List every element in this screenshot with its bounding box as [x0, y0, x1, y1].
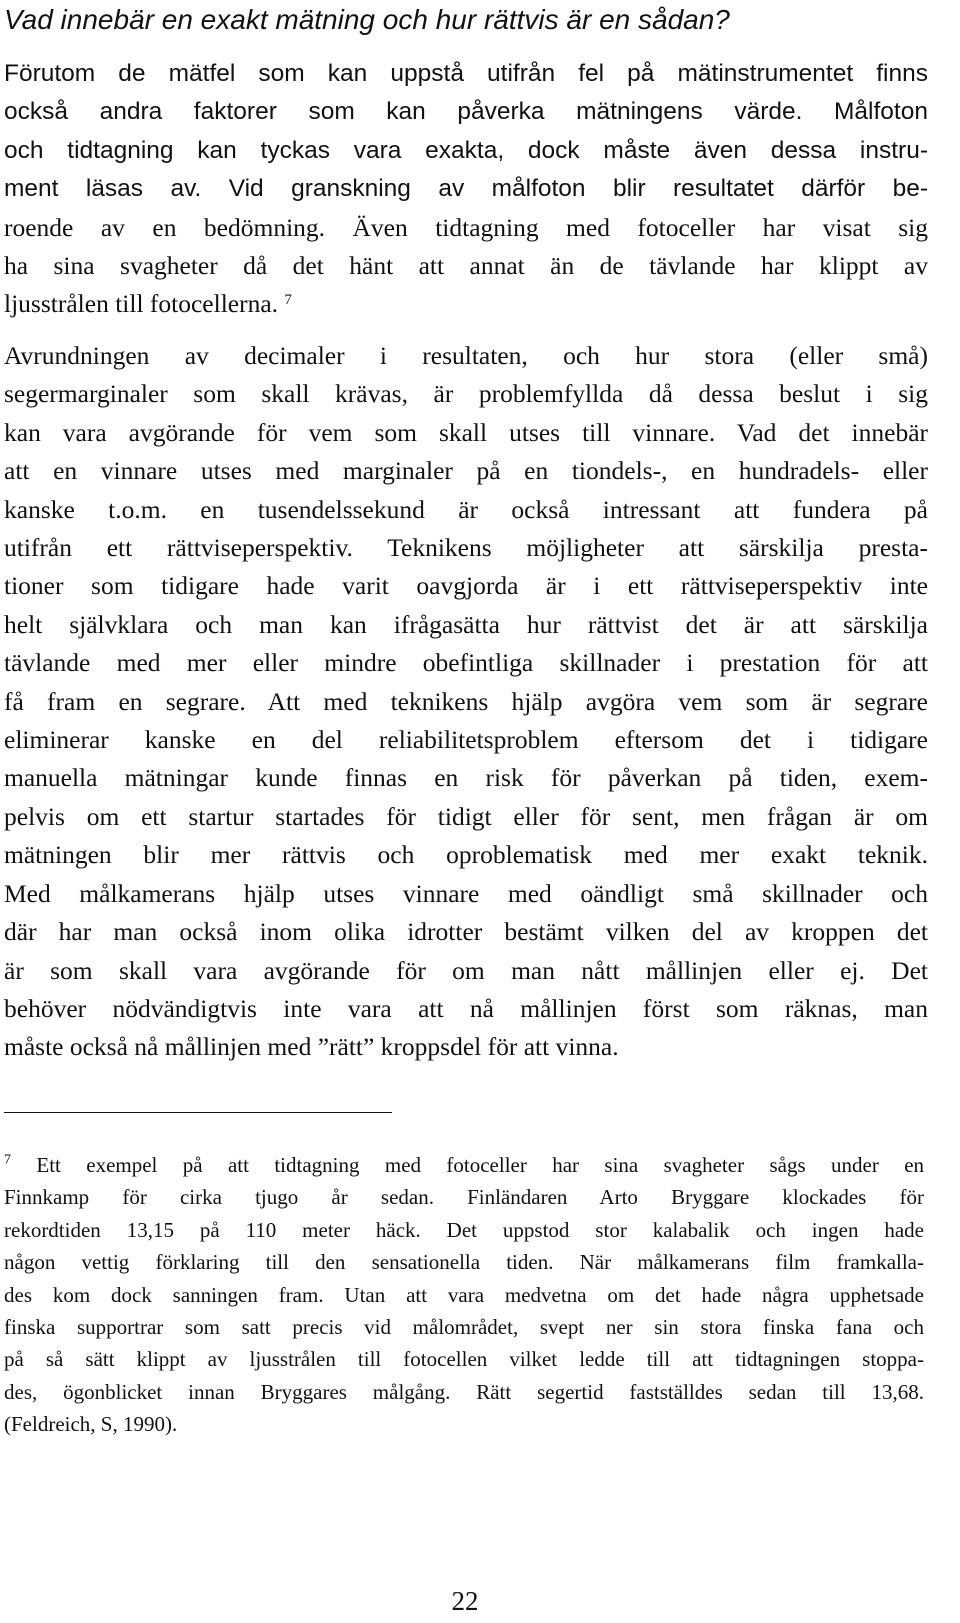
paragraph-line: att en vinnare utses med marginaler på en tiondels-, en hundradels- eller: [4, 456, 928, 486]
footnote-line: des kom dock sanningen fram. Utan att vara medvetna om det hade några upphetsade: [4, 1282, 924, 1307]
paragraph-line: få fram en segrare. Att med teknikens hjälp avgöra vem som är segrare: [4, 686, 928, 716]
paragraph-line: roende av en bedömning. Även tidtagning med fotoceller har visat sig: [4, 212, 928, 242]
paragraph-line: kanske t.o.m. en tusendelssekund är också intressant att fundera på: [4, 494, 928, 524]
paragraph-line: där har man också inom olika idrotter bestämt vilken del av kroppen det: [4, 917, 928, 947]
paragraph-line: manuella mätningar kunde finnas en risk för påverkan på tiden, exem-: [4, 763, 928, 793]
footnote-line: Finnkamp för cirka tjugo år sedan. Finländaren Arto Bryggare klockades för: [4, 1185, 924, 1210]
section-heading: Vad innebär en exakt mätning och hur rättvis är en sådan?: [4, 4, 730, 35]
paragraph-line: också andra faktorer som kan påverka mätningens värde. Målfoton: [4, 98, 928, 126]
footnote-line: någon vettig förklaring till den sensationella tiden. När målkamerans film framkalla-: [4, 1250, 924, 1275]
footnote-7: [4, 1149, 924, 1441]
paragraph-line: och tidtagning kan tyckas vara exakta, dock måste även dessa instru-: [4, 136, 928, 164]
paragraph-line: ha sina svagheter då det hänt att annat än de tävlande har klippt av: [4, 251, 928, 281]
paragraph-line: tävlande med mer eller mindre obefintliga skillnader i prestation för att: [4, 648, 928, 678]
footnote-divider: [4, 1112, 392, 1113]
footnote-line: på så sätt klippt av ljusstrålen till fotocellen vilket ledde till att tidtagningen stoppa-: [4, 1347, 924, 1372]
paragraph-line: Förutom de mätfel som kan uppstå utifrån fel på mätinstrumentet finns: [4, 60, 928, 87]
paragraph-line: pelvis om ett startur startades för tidigt eller för sent, men frågan är om: [4, 801, 928, 831]
paragraph-line: är som skall vara avgörande för om man nått mållinjen eller ej. Det: [4, 955, 928, 985]
paragraph-line: Med målkamerans hjälp utses vinnare med oändligt små skillnader och: [4, 878, 928, 908]
footnote-reference[interactable]: 7: [284, 292, 292, 309]
paragraph-line-text: ljusstrålen till fotocellerna.: [4, 289, 279, 319]
paragraph-line: Avrundningen av decimaler i resultaten, och hur stora (eller små): [4, 341, 928, 370]
page-number: 22: [451, 1586, 479, 1616]
paragraph-line: måste också nå mållinjen med ”rätt” kroppsdel för att vinna.: [4, 1032, 619, 1062]
paragraph-line: utifrån ett rättviseperspektiv. Teknikens möjligheter att särskilja presta-: [4, 533, 928, 563]
paragraph-line: segermarginaler som skall krävas, är problemfyllda då dessa beslut i sig: [4, 379, 928, 409]
paragraph-line: kan vara avgörande för vem som skall utses till vinnare. Vad det innebär: [4, 417, 928, 447]
paragraph-line: ment läsas av. Vid granskning av målfoton blir resultatet därför be-: [4, 175, 928, 203]
footnote-marker: 7: [4, 1152, 11, 1168]
paragraph-line: helt självklara och man kan ifrågasätta hur rättvist det är att särskilja: [4, 609, 928, 639]
footnote-line-text: Ett exempel på att tidtagning med fotoceller har sina svagheter sågs under en: [36, 1153, 925, 1177]
paragraph-measurement-errors: [4, 55, 928, 324]
paragraph-line: behöver nödvändigtvis inte vara att nå mållinjen först som räknas, man: [4, 993, 928, 1023]
paragraph-line: mätningen blir mer rättvis och oproblematisk med mer exakt teknik.: [4, 840, 928, 870]
paragraph-rounding-fairness: [4, 337, 928, 1067]
footnote-line: finska supportrar som satt precis vid målområdet, svept ner sin stora finska fana och: [4, 1315, 924, 1340]
paragraph-line: tioner som tidigare hade varit oavgjorda är i ett rättviseperspektiv inte: [4, 571, 928, 601]
footnote-line-first: [4, 1149, 924, 1181]
footnote-line: (Feldreich, S, 1990).: [4, 1412, 178, 1437]
footnote-line: rekordtiden 13,15 på 110 meter häck. Det uppstod stor kalabalik och ingen hade: [4, 1217, 924, 1242]
paragraph-line: eliminerar kanske en del reliabilitetsproblem eftersom det i tidigare: [4, 725, 928, 755]
footnote-line: des, ögonblicket innan Bryggares målgång. Rätt segertid fastställdes sedan till 13,68.: [4, 1379, 924, 1404]
paragraph-line-last: [4, 285, 928, 323]
